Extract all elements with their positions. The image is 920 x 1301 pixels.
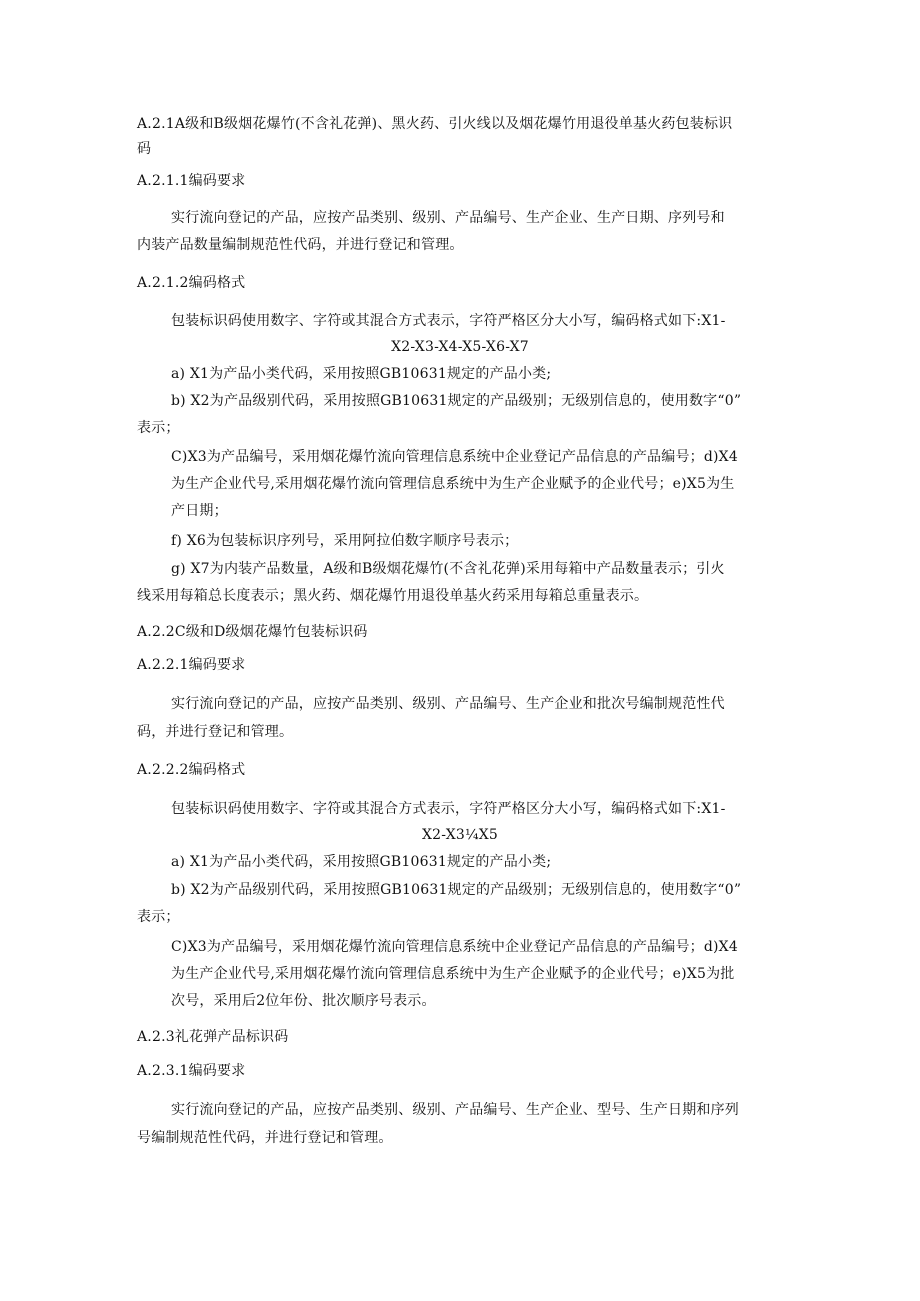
- list-item-a-2: a) X1为产品小类代码，采用按照GB10631规定的产品小类;: [171, 854, 552, 870]
- paragraph-a221-line1: 实行流向登记的产品，应按产品类别、级别、产品编号、生产企业和批次号编制规范性代: [171, 696, 725, 712]
- list-item-c-2-cont1: 为生产企业代号,采用烟花爆竹流向管理信息系统中为生产企业赋予的企业代号；e)X5为批: [171, 966, 735, 982]
- list-item-c-2: C)X3为产品编号，采用烟花爆竹流向管理信息系统中企业登记产品信息的产品编号；d)X4: [171, 939, 738, 955]
- paragraph-a212-line1: 包装标识码使用数字、字符或其混合方式表示，字符严格区分大小写，编码格式如下:X1-: [171, 313, 726, 329]
- list-item-c-2-cont2: 次号，采用后2位年份、批次顺序号表示。: [171, 993, 436, 1009]
- code-format-a212: X2-X3-X4-X5-X6-X7: [391, 339, 529, 355]
- list-item-c-cont1: 为生产企业代号,采用烟花爆竹流向管理信息系统中为生产企业赋予的企业代号；e)X5为生: [171, 476, 735, 492]
- section-heading-a21-cont: 码: [137, 141, 152, 157]
- section-heading-a23: A.2.3礼花弹产品标识码: [137, 1029, 289, 1045]
- subsection-heading-a222: A.2.2.2编码格式: [137, 762, 246, 778]
- section-heading-a21: A.2.1A级和B级烟花爆竹(不含礼花弹)、黑火药、引火线以及烟花爆竹用退役单基火药包装标识: [137, 116, 733, 132]
- list-item-g: g) X7为内装产品数量，A级和B级烟花爆竹(不含礼花弹)采用每箱中产品数量表示；引火: [171, 561, 725, 577]
- list-item-b-2: b) X2为产品级别代码，采用按照GB10631规定的产品级别；无级别信息的，使用数字“0”: [171, 882, 742, 898]
- subsection-heading-a211: A.2.1.1编码要求: [137, 173, 246, 189]
- paragraph-a221-line2: 码，并进行登记和管理。: [137, 724, 294, 740]
- list-item-c-cont2: 产日期；: [171, 503, 228, 519]
- list-item-c: C)X3为产品编号，采用烟花爆竹流向管理信息系统中企业登记产品信息的产品编号；d)X4: [171, 449, 738, 465]
- list-item-g-cont: 线采用每箱总长度表示；黑火药、烟花爆竹用退役单基火药采用每箱总重量表示。: [137, 588, 649, 604]
- list-item-b-2-cont: 表示；: [137, 909, 180, 925]
- subsection-heading-a231: A.2.3.1编码要求: [137, 1063, 246, 1079]
- paragraph-a211-line2: 内装产品数量编制规范性代码，并进行登记和管理。: [137, 237, 464, 253]
- list-item-b-cont: 表示；: [137, 420, 180, 436]
- paragraph-a231-line2: 号编制规范性代码，并进行登记和管理。: [137, 1130, 393, 1146]
- paragraph-a222-line1: 包装标识码使用数字、字符或其混合方式表示，字符严格区分大小写，编码格式如下:X1-: [171, 801, 726, 817]
- subsection-heading-a221: A.2.2.1编码要求: [137, 657, 246, 673]
- list-item-a: a) X1为产品小类代码，采用按照GB10631规定的产品小类;: [171, 366, 552, 382]
- section-heading-a22: A.2.2C级和D级烟花爆竹包装标识码: [137, 624, 368, 640]
- list-item-b: b) X2为产品级别代码，采用按照GB10631规定的产品级别；无级别信息的，使用数字“0”: [171, 393, 742, 409]
- subsection-heading-a212: A.2.1.2编码格式: [137, 275, 246, 291]
- code-format-a222: X2-X3¼X5: [421, 827, 499, 843]
- list-item-f: f) X6为包装标识序列号，采用阿拉伯数字顺序号表示；: [171, 533, 519, 549]
- paragraph-a211-line1: 实行流向登记的产品，应按产品类别、级别、产品编号、生产企业、生产日期、序列号和: [171, 210, 725, 226]
- paragraph-a231-line1: 实行流向登记的产品，应按产品类别、级别、产品编号、生产企业、型号、生产日期和序列: [171, 1102, 739, 1118]
